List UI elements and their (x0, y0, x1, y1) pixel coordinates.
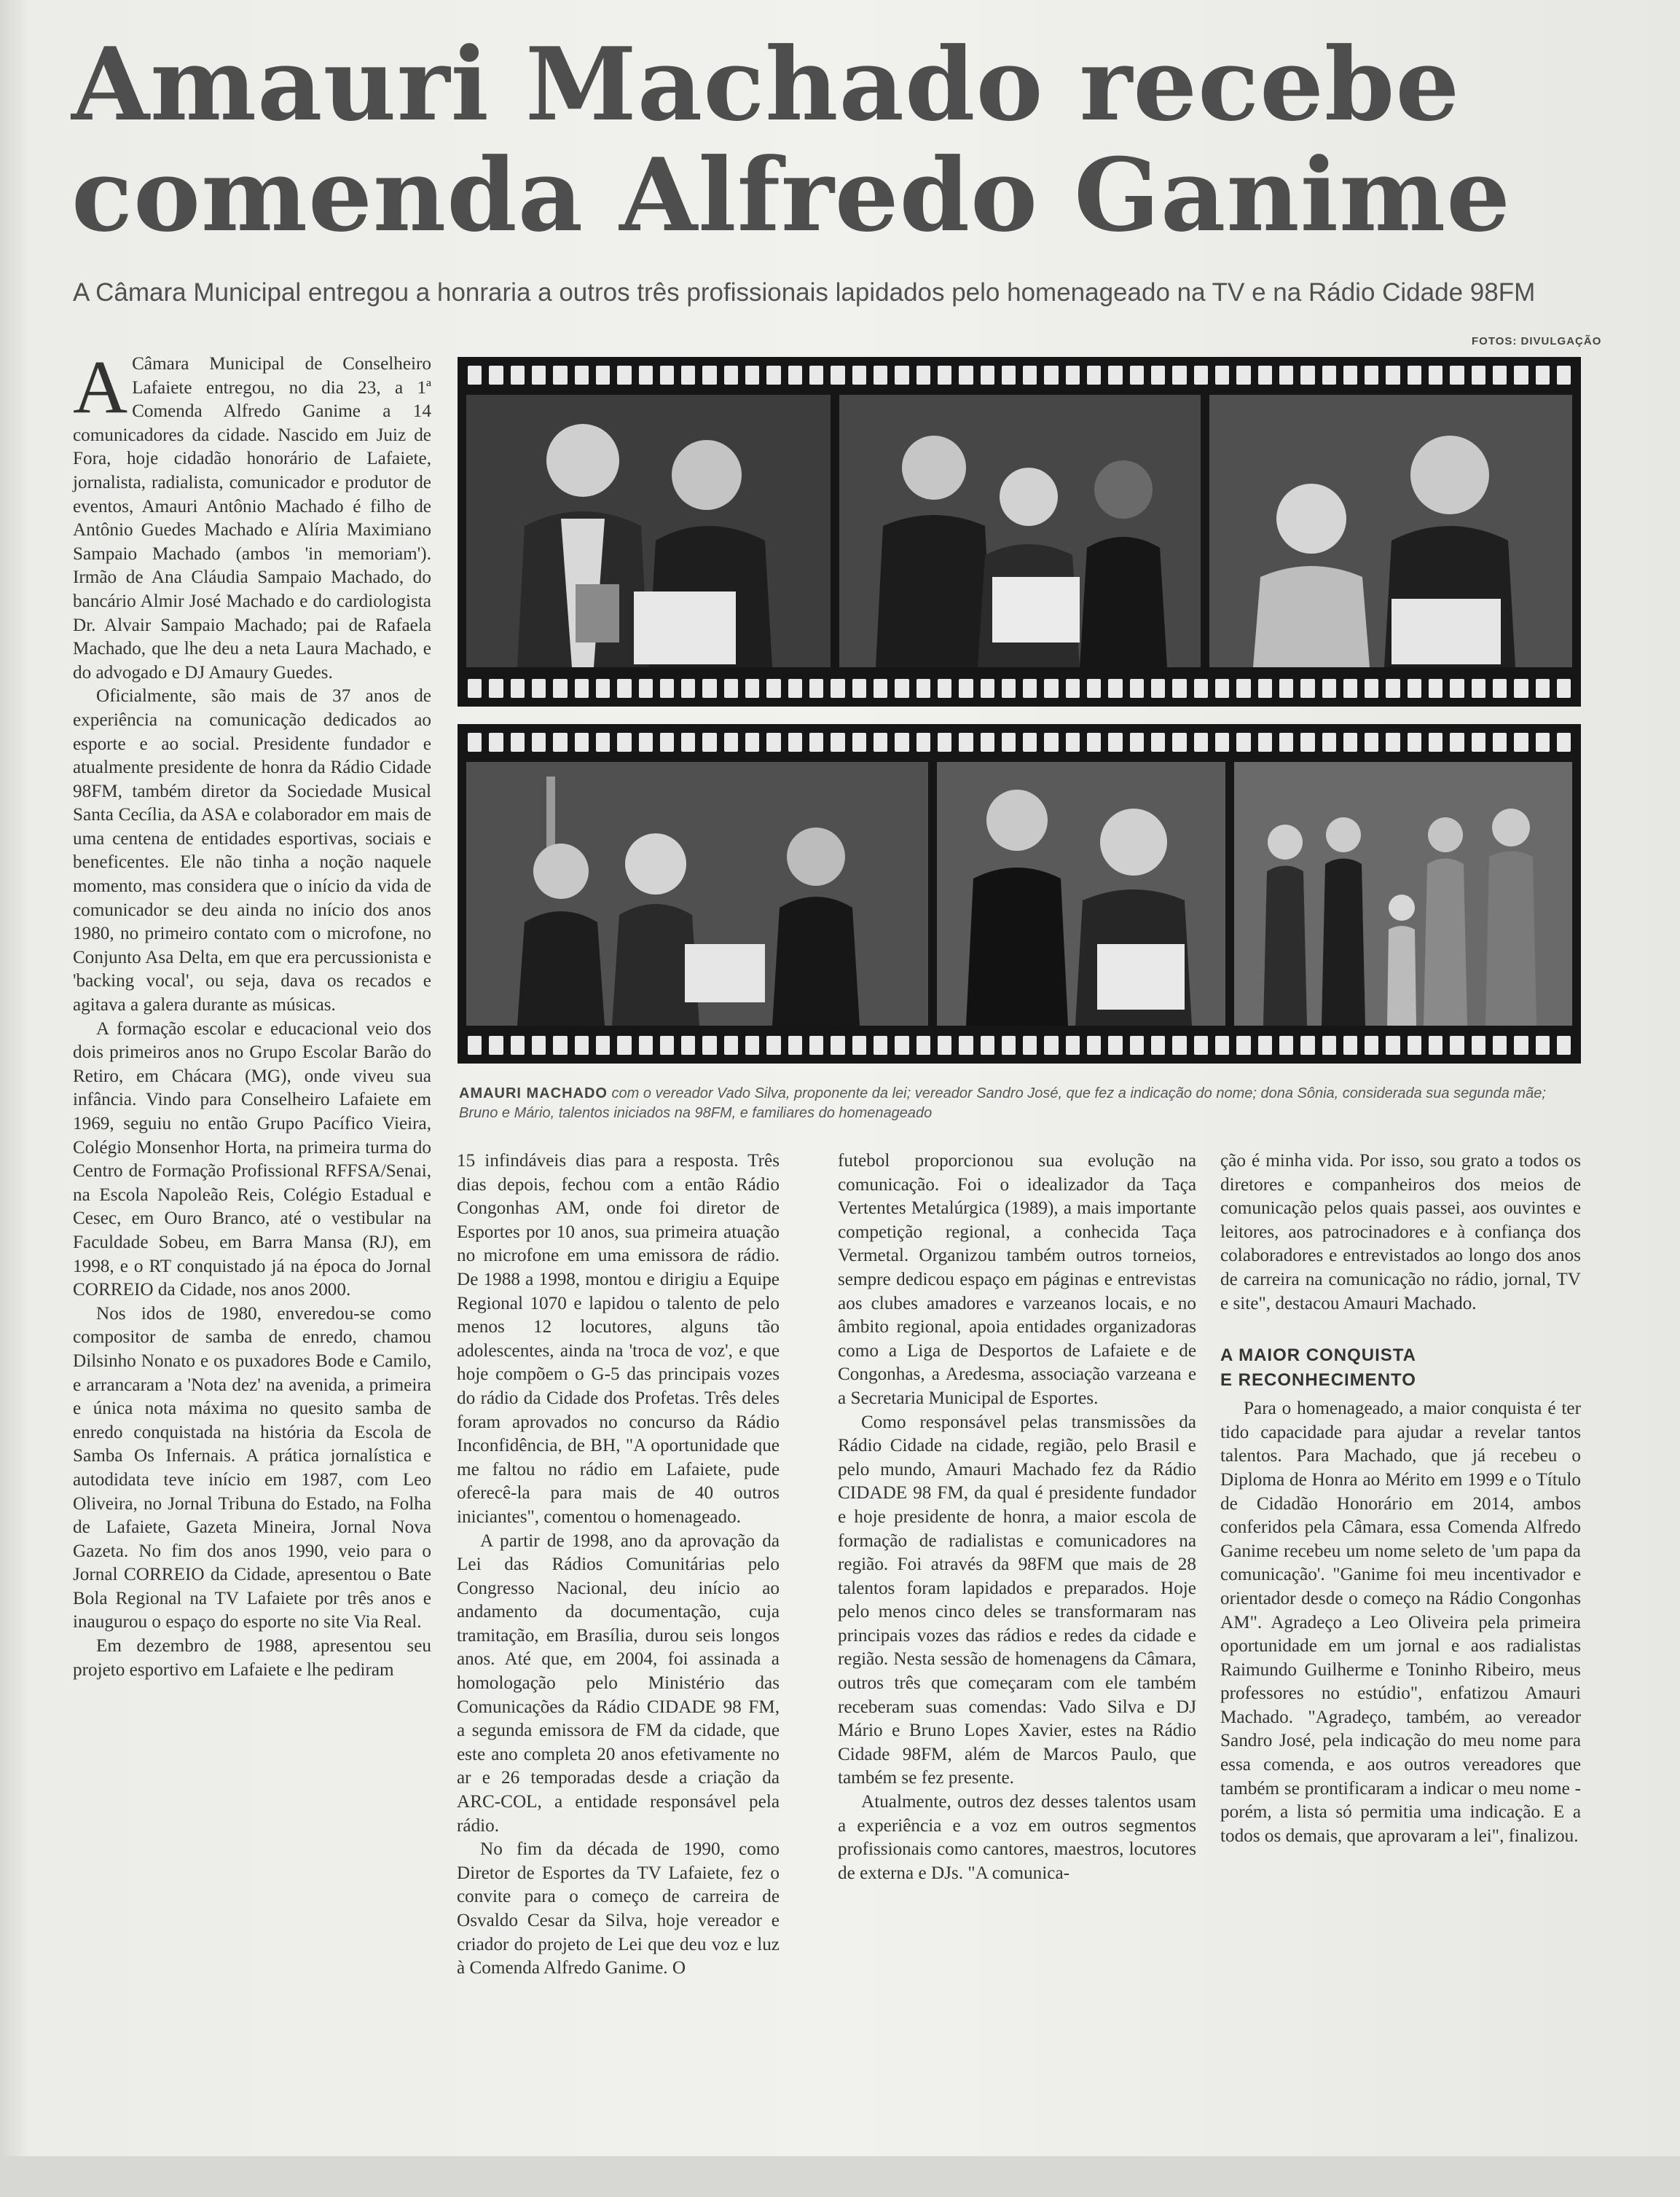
page-bottom-edge (0, 2156, 1680, 2197)
caption-name: AMAURI MACHADO (459, 1085, 608, 1101)
photo-award-3 (1209, 395, 1572, 667)
film-perforations (468, 1036, 1571, 1055)
film-perforations (468, 733, 1571, 752)
photo-credit: FOTOS: DIVULGAÇÃO (1472, 335, 1602, 347)
article-column-3 (838, 1149, 1196, 1885)
photo-group-vereadores (466, 762, 928, 1026)
paragraph: Para o homenageado, a maior conquista é ter tido capacidade para ajudar a revelar tantos talentos. Para Machado, que já recebeu o Diploma de Honra ao Mérito em 1999 e o Título de Cidadão Honorário em 2014, ambos conferidos pela Câmara, essa Comenda Alfredo Ganime recebeu um nome seleto de 'um papa da comunicação'. "Ganime foi meu incentivador e orientador desde o começo na Rádio Congonhas AM". Agradeço a Leo Oliveira pela primeira oportunidade em um jornal e aos radialistas Raimundo Guilherme e Toninho Ribeiro, meus professores no estúdio", enfatizou Amauri Machado. "Agradeço, também, ao vereador Sandro José, pela indicação do meu nome para essa comenda, e aos outros vereadores que também se prontificaram a indicar o meu nome - porém, a lista só permitia uma indicação. E a todos os demais, que aprovaram a lei", finalizou. (1220, 1399, 1581, 1846)
film-perforations (468, 366, 1571, 385)
paragraph: Oficialmente, são mais de 37 anos de experiência na comunicação dedicados ao esporte e ao social. Presidente fundador e atualmente presidente de honra da Rádio Cidade 98FM, também diretor da Sociedade Musical Santa Cecília, da ASA e colaborador em mais de uma centena de entidades esportivas, sociais e beneficentes. Ele não tinha a noção naquele momento, mas considera que o início da vida de comunicador se deu ainda no início dos anos 1980, no primeiro contato com o microfone, no Conjunto Asa Delta, em que era percussionista e 'backing vocal', ou seja, dava os recados e agitava a galera durante as músicas. (73, 686, 431, 1015)
headline (71, 25, 1572, 254)
headline-line-1: Amauri Machado recebe (71, 25, 1461, 144)
paragraph: A partir de 1998, ano da aprovação da Lei das Rádios Comunitárias pelo Congresso Nacional, deu início ao andamento da documentação, cuja tramitação, em Brasília, durou seis longos anos. Até que, em 2004, foi assinada a homologação pelo Ministério das Comunicações da Rádio CIDADE 98 FM, a segunda emissora de FM da cidade, que este ano completa 20 anos efetivamente no ar e 26 temporadas desde a criação da ARC-COL, a entidade responsável pela rádio. (457, 1530, 780, 1836)
article-column-1 (73, 345, 431, 1682)
paragraph: 15 infindáveis dias para a resposta. Três dias depois, fechou com a então Rádio Congonhas AM, onde foi diretor de Esportes por 10 anos, sua primeira atuação no microfone em uma emissora de rádio. De 1988 a 1998, montou e dirigiu a Equipe Regional 1070 e lapidou o talento de pelo menos 12 locutores, alguns tão adolescentes, ainda na 'troca de voz', e que hoje compõem o G-5 das principais vozes do rádio da Cidade dos Profetas. Três deles foram aprovados no concurso da Rádio Inconfidência, de BH, "A oportunidade que me faltou no rádio em Lafaiete, pude oferecê-la para mais de 40 outros iniciantes", comentou o homenageado. (457, 1151, 780, 1527)
paragraph: futebol proporcionou sua evolução na comunicação. Foi o idealizador da Taça Vertentes Metalúrgica (1989), a mais importante competição regional, a conhecida Taça Vermetal. Organizou também outros torneios, sempre dedicou espaço em páginas e entrevistas aos clubes amadores e varzeanos locais, e no âmbito regional, apoia entidades organizadoras como a Liga de Desportos de Lafaiete e de Congonhas, a Aredesma, associação varzeana e a Secretaria Municipal de Esportes. (838, 1151, 1196, 1408)
paragraph: Atualmente, outros dez desses talentos usam a experiência e a voz em outros segmentos profissionais como cantores, maestros, locutores de externa e DJs. "A comunica- (838, 1792, 1196, 1883)
paragraph: No fim da década de 1990, como Diretor de Esportes da TV Lafaiete, fez o convite para o começo de carreira de Osvaldo Cesar da Silva, hoje vereador e criador do projeto de Lei que deu voz e luz à Comenda Alfredo Ganime. O (457, 1839, 780, 1978)
paragraph: Em dezembro de 1988, apresentou seu projeto esportivo em Lafaiete e lhe pediram (73, 1636, 431, 1680)
photo-filmstrip-bottom (458, 724, 1581, 1064)
subhead-line-2: E RECONHECIMENTO (1220, 1370, 1416, 1391)
photo-award-2 (839, 395, 1201, 667)
subhead-line-1: A MAIOR CONQUISTA (1220, 1345, 1416, 1366)
paragraph: Nos idos de 1980, enveredou-se como compositor de samba de enredo, chamou Dilsinho Nonato e os puxadores Bode e Camilo, e arrancaram a 'Nota dez' na avenida, a primeira e única nota máxima no quesito samba de enredo conquistada na história da Escola de Samba Os Infernais. A prática jornalística e autodidata teve início em 1987, com Leo Oliveira, no Jornal Tribuna do Estado, na Folha de Lafaiete, Gazeta Mineira, Jornal Nova Gazeta. No fim dos anos 1990, veio para o Jornal CORREIO da Cidade, apresentou o Bate Bola Regional na TV Lafaiete por três anos e inaugurou o espaço do esporte no site Via Real. (73, 1303, 431, 1632)
paragraph: A Câmara Municipal de Conselheiro Lafaiete entregou, no dia 23, a 1ª Comenda Alfredo Ganime a 14 comunicadores da cidade. Nascido em Juiz de Fora, hoje cidadão honorário de Lafaiete, jornalista, radialista, comunicador e produtor de eventos, Amauri Antônio Machado é filho de Antônio Guedes Machado e Alíria Maximiano Sampaio Machado (ambos 'in memoriam'). Irmão de Ana Cláudia Sampaio Machado, do bancário Almir José Machado e do cardiologista Dr. Alvair Sampaio Machado; pai de Rafaela Machado, que lhe deu a neta Laura Machado, e do advogado e DJ Amaury Guedes. (73, 345, 431, 683)
article-column-2 (457, 1149, 780, 1981)
photo-caption (459, 1084, 1581, 1123)
section-subhead (1220, 1343, 1581, 1393)
paragraph: A formação escolar e educacional veio dos dois primeiros anos no Grupo Escolar Barão do Retiro, em Chácara (MG), onde viveu sua infância. Vindo para Conselheiro Lafaiete em 1969, seguiu no então Grupo Pacífico Vieira, Colégio Monsenhor Horta, na primeira turma do Centro de Formação Profissional RFFSA/Senai, na Escola Napoleão Reis, Colégio Estadual e Cesec, em Ouro Branco, até o vestibular na Faculdade Sobeu, em Barra Mansa (RJ), em 1998, e o RT conquistado já na época do Jornal CORREIO da Cidade, nos anos 2000. (73, 1018, 431, 1300)
paragraph: Como responsável pelas transmissões da Rádio Cidade na cidade, região, pelo Brasil e pelo mundo, Amauri Machado fez da Rádio CIDADE 98 FM, da qual é presidente fundador e hoje presidente de honra, a maior escola de formação de radialistas e comunicadores na região. Foi através da 98FM que mais de 28 talentos foram lapidados e preparados. Hoje pelo menos cinco deles se transformaram nas principais vozes das rádios e redes da cidade e região. Nesta sessão de homenagens da Câmara, outros três que começaram com ele também receberam suas comendas: Vado Silva e DJ Mário e Bruno Lopes Xavier, estes na Rádio Cidade 98FM, além de Marcos Paulo, que também se fez presente. (838, 1412, 1196, 1788)
photo-filmstrip-top (458, 357, 1581, 707)
drop-cap: A (73, 345, 128, 429)
photo-family (1234, 762, 1572, 1026)
photo-award-1 (466, 395, 831, 667)
subtitle: A Câmara Municipal entregou a honraria a outros três profissionais lapidados pelo homenageado na TV e na Rádio Cidade 98FM (73, 278, 1536, 307)
paragraph: ção é minha vida. Por isso, sou grato a todos os diretores e companheiros dos meios de comunicação pelos quais passei, aos ouvintes e leitores, aos patrocinadores e à confiança dos colaboradores e entrevistados ao longo dos anos de carreira na comunicação no rádio, jornal, TV e site", destacou Amauri Machado. (1220, 1151, 1581, 1313)
headline-line-2: comenda Alfredo Ganime (71, 135, 1511, 254)
photo-talents (937, 762, 1225, 1026)
article-column-4 (1220, 1149, 1581, 1848)
film-perforations (468, 679, 1571, 698)
caption-text: com o vereador Vado Silva, proponente da lei; vereador Sandro José, que fez a indicação do nome; dona Sônia, considerada sua segunda mãe; Bruno e Mário, talentos iniciados na 98FM, e familiares do homenageado (459, 1085, 1546, 1121)
